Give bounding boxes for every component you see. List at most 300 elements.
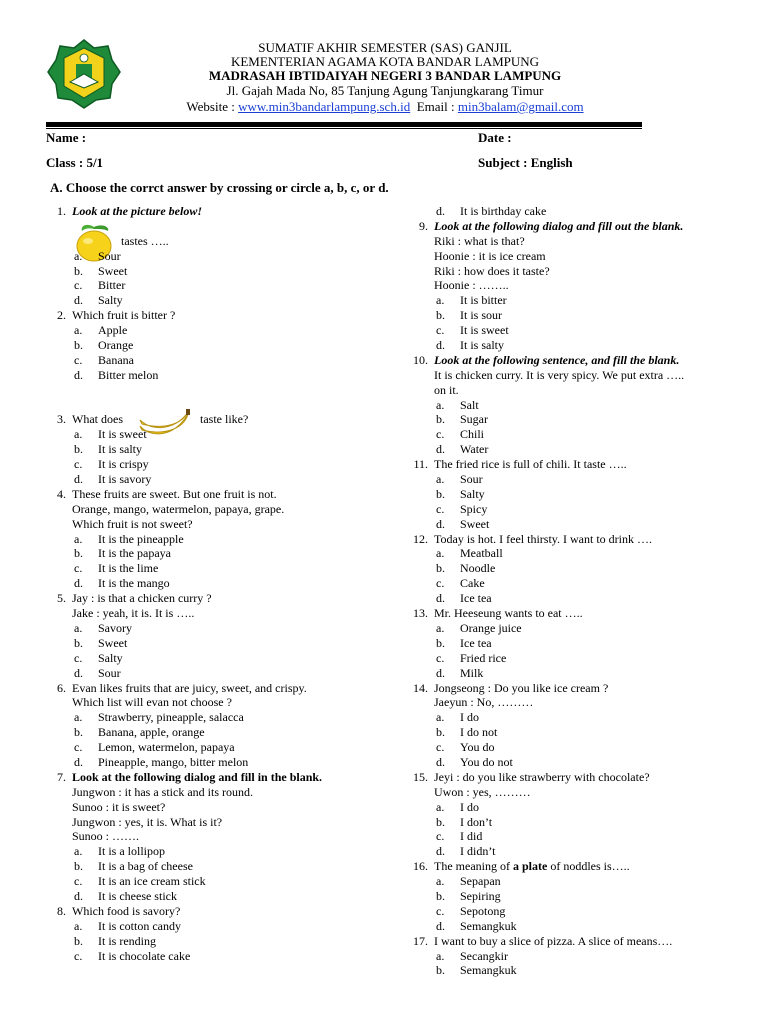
option-letter: a. bbox=[436, 293, 445, 308]
answer-option[interactable] bbox=[408, 949, 738, 964]
question-text: Look at the following dialog and fill out the blank. bbox=[434, 218, 684, 233]
answer-option[interactable] bbox=[408, 546, 738, 561]
answer-option[interactable] bbox=[46, 249, 376, 264]
question-text-line bbox=[408, 278, 738, 293]
option-text: Savory bbox=[98, 620, 132, 635]
option-letter: a. bbox=[436, 546, 445, 561]
question-text: Jake : yeah, it is. It is ….. bbox=[72, 606, 195, 621]
header-school: MADRASAH IBTIDAIYAH NEGERI 3 BANDAR LAMPUNG bbox=[208, 68, 562, 83]
answer-option[interactable] bbox=[46, 532, 376, 547]
question-text: Look at the picture below! bbox=[72, 204, 202, 218]
option-text: It is a bag of cheese bbox=[98, 859, 193, 874]
question-line bbox=[408, 859, 738, 874]
question-line bbox=[408, 219, 738, 234]
answer-option[interactable] bbox=[408, 412, 738, 427]
question-text-line bbox=[408, 264, 738, 279]
option-text: Orange bbox=[98, 338, 134, 353]
question-text-line bbox=[408, 785, 738, 800]
question-line bbox=[46, 904, 376, 919]
question-text: Which fruit is bitter ? bbox=[72, 308, 176, 323]
answer-option[interactable] bbox=[46, 472, 376, 487]
option-text: Sweet bbox=[460, 516, 490, 531]
question-text: Orange, mango, watermelon, papaya, grape. bbox=[72, 501, 285, 516]
question-text: I want to buy a slice of pizza. A slice of means…. bbox=[434, 933, 673, 948]
question-text-line bbox=[46, 829, 376, 844]
question-number: 11. bbox=[413, 457, 428, 472]
option-text: Semangkuk bbox=[460, 918, 517, 933]
question-text-line bbox=[408, 368, 738, 383]
option-letter: a. bbox=[74, 620, 83, 635]
option-text: It is sweet bbox=[98, 427, 147, 442]
header-divider-thin bbox=[46, 128, 642, 129]
question-number: 5. bbox=[57, 591, 66, 606]
question-text: These fruits are sweet. But one fruit is not. bbox=[72, 486, 277, 501]
option-letter: a. bbox=[436, 620, 445, 635]
option-letter: d. bbox=[74, 754, 83, 769]
date-label: Date : bbox=[478, 130, 512, 145]
option-letter: b. bbox=[436, 308, 445, 323]
answer-option[interactable] bbox=[408, 710, 738, 725]
questions-right-column bbox=[408, 204, 738, 978]
question-text: Uwon : yes, ……… bbox=[434, 784, 531, 799]
option-letter: d. bbox=[436, 754, 445, 769]
question-text-line bbox=[46, 695, 376, 710]
answer-option[interactable] bbox=[408, 621, 738, 636]
option-text: Bitter bbox=[98, 278, 126, 293]
answer-option[interactable] bbox=[408, 919, 738, 934]
option-text: Banana bbox=[98, 352, 134, 367]
option-letter: b. bbox=[436, 963, 445, 978]
option-letter: c. bbox=[74, 457, 83, 472]
header-title: SUMATIF AKHIR SEMESTER (SAS) GANJIL bbox=[258, 40, 512, 55]
question-number: 2. bbox=[57, 308, 66, 323]
option-letter: a. bbox=[436, 799, 445, 814]
question-text-line bbox=[408, 234, 738, 249]
answer-option[interactable] bbox=[46, 278, 376, 293]
option-text: Sour bbox=[98, 248, 121, 263]
option-letter: b. bbox=[436, 412, 445, 427]
answer-option[interactable] bbox=[46, 859, 376, 874]
option-text: Noodle bbox=[460, 561, 496, 576]
question-text: Sunoo : ……. bbox=[72, 829, 140, 844]
answer-option[interactable] bbox=[46, 934, 376, 949]
option-text: Sepiring bbox=[460, 888, 501, 903]
option-letter: d. bbox=[436, 204, 445, 218]
option-letter: b. bbox=[436, 635, 445, 650]
answer-option[interactable] bbox=[408, 472, 738, 487]
option-letter: a. bbox=[74, 427, 83, 442]
answer-option[interactable] bbox=[408, 904, 738, 919]
question-number: 7. bbox=[57, 769, 66, 784]
question-text: Look at the following dialog and fill in the blank. bbox=[72, 769, 323, 784]
question-line bbox=[408, 770, 738, 785]
email-link[interactable]: min3balam@gmail.com bbox=[457, 99, 584, 114]
option-text: I do bbox=[460, 710, 479, 725]
answer-option[interactable] bbox=[408, 800, 738, 815]
answer-option[interactable] bbox=[408, 398, 738, 413]
option-letter: c. bbox=[436, 427, 445, 442]
option-text: Meatball bbox=[460, 546, 503, 561]
answer-option[interactable] bbox=[408, 874, 738, 889]
option-letter: b. bbox=[436, 486, 445, 501]
question-text: Riki : how does it taste? bbox=[434, 263, 550, 278]
answer-option[interactable] bbox=[408, 338, 738, 353]
option-letter: a. bbox=[436, 948, 445, 963]
question-text: Jungwon : it has a stick and its round. bbox=[72, 784, 253, 799]
answer-option[interactable] bbox=[46, 293, 376, 308]
option-text: Apple bbox=[98, 323, 128, 338]
answer-option[interactable] bbox=[46, 725, 376, 740]
question-text-part: The meaning of bbox=[434, 859, 513, 874]
option-letter: b. bbox=[74, 635, 83, 650]
option-letter: c. bbox=[436, 323, 445, 338]
option-letter: d. bbox=[74, 576, 83, 591]
option-text: Spicy bbox=[460, 501, 488, 516]
answer-option[interactable] bbox=[46, 621, 376, 636]
answer-option[interactable] bbox=[408, 308, 738, 323]
answer-option[interactable] bbox=[408, 844, 738, 859]
option-letter: a. bbox=[436, 874, 445, 889]
answer-option[interactable] bbox=[46, 427, 376, 442]
question-text: Which list will evan not choose ? bbox=[72, 695, 232, 710]
question-text: Jaeyun : No, ……… bbox=[434, 695, 534, 710]
question-text-line bbox=[408, 249, 738, 264]
answer-option[interactable] bbox=[408, 815, 738, 830]
question-text: Hoonie : …….. bbox=[434, 278, 509, 293]
answer-option[interactable] bbox=[46, 636, 376, 651]
question-text: tastes ….. bbox=[121, 233, 169, 248]
option-letter: d. bbox=[436, 844, 445, 859]
option-text: Secangkir bbox=[460, 948, 508, 963]
option-text: It is salty bbox=[98, 442, 142, 457]
subject-label: Subject : English bbox=[478, 155, 573, 170]
option-letter: a. bbox=[74, 844, 83, 859]
answer-option[interactable] bbox=[46, 457, 376, 472]
option-letter: d. bbox=[436, 516, 445, 531]
option-letter: d. bbox=[74, 888, 83, 903]
option-text: You do not bbox=[460, 754, 513, 769]
option-text: Orange juice bbox=[460, 620, 522, 635]
option-letter: d. bbox=[74, 665, 83, 680]
email-label: Email : bbox=[410, 99, 458, 114]
option-letter: c. bbox=[74, 278, 83, 293]
option-letter: a. bbox=[436, 397, 445, 412]
website-label: Website : bbox=[186, 99, 239, 114]
option-text: Sepapan bbox=[460, 874, 501, 889]
question-line bbox=[46, 770, 376, 785]
question-number: 6. bbox=[57, 680, 66, 695]
option-letter: d. bbox=[74, 293, 83, 308]
answer-option[interactable] bbox=[46, 323, 376, 338]
question-number: 13. bbox=[413, 606, 428, 621]
question-line bbox=[408, 353, 738, 368]
header-address: Jl. Gajah Mada No, 85 Tanjung Agung Tanjungkarang Timur bbox=[226, 83, 544, 98]
question-text: Today is hot. I feel thirsty. I want to drink …. bbox=[434, 531, 653, 546]
option-text: It is cotton candy bbox=[98, 918, 181, 933]
option-text: Sugar bbox=[460, 412, 488, 427]
option-text: Salty bbox=[98, 650, 123, 665]
option-letter: b. bbox=[436, 725, 445, 740]
question-number: 14. bbox=[413, 680, 428, 695]
question-line bbox=[408, 934, 738, 949]
option-text: Sweet bbox=[98, 635, 128, 650]
option-letter: b. bbox=[74, 338, 83, 353]
option-text: It is the mango bbox=[98, 576, 170, 591]
answer-option[interactable] bbox=[46, 442, 376, 457]
option-text: Sour bbox=[98, 665, 121, 680]
option-letter: a. bbox=[74, 531, 83, 546]
answer-option[interactable] bbox=[46, 919, 376, 934]
answer-option[interactable] bbox=[46, 949, 376, 964]
option-text: Ice tea bbox=[460, 591, 492, 606]
question-text-line bbox=[46, 800, 376, 815]
option-text: Semangkuk bbox=[460, 963, 517, 978]
option-letter: d. bbox=[436, 918, 445, 933]
answer-option[interactable] bbox=[46, 576, 376, 591]
answer-option[interactable] bbox=[408, 517, 738, 532]
question-text-line bbox=[46, 502, 376, 517]
question-text-line bbox=[46, 606, 376, 621]
option-text: It is the pineapple bbox=[98, 531, 184, 546]
question-text-line bbox=[46, 785, 376, 800]
option-letter: d. bbox=[74, 472, 83, 487]
header-contact bbox=[130, 99, 640, 114]
question-line bbox=[46, 681, 376, 696]
option-text: Lemon, watermelon, papaya bbox=[98, 740, 235, 755]
option-letter: a. bbox=[436, 472, 445, 487]
option-text: Salt bbox=[460, 397, 479, 412]
option-letter: d. bbox=[436, 591, 445, 606]
answer-option[interactable] bbox=[46, 561, 376, 576]
question-line bbox=[408, 606, 738, 621]
question-text-line bbox=[408, 695, 738, 710]
option-letter: a. bbox=[74, 248, 83, 263]
option-text: Banana, apple, orange bbox=[98, 725, 205, 740]
option-letter: b. bbox=[74, 442, 83, 457]
option-text: It is salty bbox=[460, 338, 504, 353]
answer-option[interactable] bbox=[408, 889, 738, 904]
option-text: Water bbox=[460, 442, 489, 457]
answer-option[interactable] bbox=[46, 264, 376, 279]
option-letter: c. bbox=[74, 948, 83, 963]
section-a-instruction: A. Choose the corrct answer by crossing or circle a, b, c, or d. bbox=[50, 180, 389, 195]
question-text-line bbox=[46, 815, 376, 830]
answer-option[interactable] bbox=[46, 740, 376, 755]
answer-option[interactable] bbox=[46, 353, 376, 368]
option-text: Bitter melon bbox=[98, 367, 159, 382]
question-text: Look at the following sentence, and fill the blank. bbox=[434, 352, 680, 367]
kemenag-logo bbox=[46, 38, 122, 110]
question-line bbox=[46, 591, 376, 606]
question-text: Jeyi : do you like strawberry with chocolate? bbox=[434, 769, 650, 784]
question-line bbox=[408, 532, 738, 547]
answer-option[interactable] bbox=[46, 710, 376, 725]
answer-option[interactable] bbox=[46, 666, 376, 681]
answer-option[interactable] bbox=[408, 740, 738, 755]
option-letter: d. bbox=[436, 338, 445, 353]
answer-option[interactable] bbox=[408, 427, 738, 442]
question-line bbox=[46, 204, 376, 219]
option-letter: d. bbox=[436, 442, 445, 457]
answer-option[interactable] bbox=[408, 963, 738, 978]
question-number: 10. bbox=[413, 352, 428, 367]
questions-left-column bbox=[46, 204, 376, 963]
option-letter: c. bbox=[436, 501, 445, 516]
option-text: Sweet bbox=[98, 263, 128, 278]
option-letter: d. bbox=[74, 367, 83, 382]
question-line bbox=[46, 412, 376, 427]
question-text: What does bbox=[72, 412, 123, 427]
answer-option[interactable] bbox=[408, 204, 738, 219]
option-letter: b. bbox=[436, 888, 445, 903]
question-text: Evan likes fruits that are juicy, sweet, and crispy. bbox=[72, 680, 307, 695]
answer-option[interactable] bbox=[408, 651, 738, 666]
question-text: Mr. Heeseung wants to eat ….. bbox=[434, 606, 583, 621]
option-letter: a. bbox=[74, 323, 83, 338]
question-text: Hoonie : it is ice cream bbox=[434, 248, 546, 263]
option-text: Fried rice bbox=[460, 650, 507, 665]
option-letter: b. bbox=[74, 725, 83, 740]
question-text: Jongseong : Do you like ice cream ? bbox=[434, 680, 609, 695]
question-text: Jay : is that a chicken curry ? bbox=[72, 591, 212, 606]
answer-option[interactable] bbox=[408, 725, 738, 740]
option-text: I do bbox=[460, 799, 479, 814]
answer-option[interactable] bbox=[46, 546, 376, 561]
option-letter: c. bbox=[74, 740, 83, 755]
option-text: It is bitter bbox=[460, 293, 507, 308]
option-letter: c. bbox=[436, 740, 445, 755]
option-letter: c. bbox=[74, 352, 83, 367]
question-text: It is chicken curry. It is very spicy. We put extra ….. bbox=[434, 367, 685, 382]
option-text: I don’t bbox=[460, 814, 493, 829]
question-text: on it. bbox=[434, 382, 459, 397]
question-text: The fried rice is full of chili. It taste ….. bbox=[434, 457, 627, 472]
answer-option[interactable] bbox=[408, 293, 738, 308]
option-text: It is an ice cream stick bbox=[98, 874, 206, 889]
option-text: It is sweet bbox=[460, 323, 509, 338]
header-ministry: KEMENTERIAN AGAMA KOTA BANDAR LAMPUNG bbox=[230, 54, 540, 69]
answer-option[interactable] bbox=[408, 576, 738, 591]
question-number: 17. bbox=[413, 933, 428, 948]
question-text bbox=[434, 859, 630, 874]
option-text: Ice tea bbox=[460, 635, 492, 650]
question-text: Riki : what is that? bbox=[434, 233, 525, 248]
answer-option[interactable] bbox=[46, 874, 376, 889]
question-number: 16. bbox=[413, 859, 428, 874]
option-text: You do bbox=[460, 740, 495, 755]
answer-option[interactable] bbox=[46, 651, 376, 666]
question-line bbox=[46, 487, 376, 502]
question-text: Which food is savory? bbox=[72, 903, 181, 918]
question-number: 15. bbox=[413, 769, 428, 784]
answer-option[interactable] bbox=[408, 636, 738, 651]
option-letter: b. bbox=[74, 859, 83, 874]
option-letter: c. bbox=[436, 829, 445, 844]
option-text: Salty bbox=[460, 486, 485, 501]
option-letter: c. bbox=[74, 650, 83, 665]
option-text: It is crispy bbox=[98, 457, 149, 472]
option-letter: b. bbox=[74, 933, 83, 948]
question-text: Sunoo : it is sweet? bbox=[72, 799, 166, 814]
question-text-emphasis: a plate bbox=[512, 859, 548, 874]
answer-option[interactable] bbox=[46, 844, 376, 859]
option-letter: a. bbox=[436, 710, 445, 725]
option-text: I do not bbox=[460, 725, 498, 740]
option-text: It is cheese stick bbox=[98, 888, 177, 903]
option-text: Strawberry, pineapple, salacca bbox=[98, 710, 244, 725]
answer-option[interactable] bbox=[408, 666, 738, 681]
option-letter: c. bbox=[436, 576, 445, 591]
question-text: Which fruit is not sweet? bbox=[72, 516, 193, 531]
answer-option[interactable] bbox=[408, 442, 738, 457]
option-text: Pineapple, mango, bitter melon bbox=[98, 754, 249, 769]
question-number: 8. bbox=[57, 903, 66, 918]
answer-option[interactable] bbox=[46, 755, 376, 770]
option-letter: c. bbox=[436, 903, 445, 918]
option-letter: b. bbox=[74, 263, 83, 278]
question-text-line bbox=[46, 517, 376, 532]
option-letter: c. bbox=[74, 874, 83, 889]
option-text: It is savory bbox=[98, 472, 152, 487]
question-line bbox=[408, 681, 738, 696]
answer-option[interactable] bbox=[408, 755, 738, 770]
header-divider-thick bbox=[46, 122, 642, 127]
answer-option[interactable] bbox=[408, 829, 738, 844]
option-letter: b. bbox=[436, 814, 445, 829]
option-text: Milk bbox=[460, 665, 484, 680]
spacer bbox=[46, 398, 376, 413]
question-number: 4. bbox=[57, 486, 66, 501]
answer-option[interactable] bbox=[408, 591, 738, 606]
answer-option[interactable] bbox=[408, 323, 738, 338]
question-text: Jungwon : yes, it is. What is it? bbox=[72, 814, 223, 829]
answer-option[interactable] bbox=[408, 487, 738, 502]
answer-option[interactable] bbox=[46, 338, 376, 353]
question-number: 9. bbox=[419, 218, 428, 233]
name-label: Name : bbox=[46, 130, 87, 145]
option-text: It is sour bbox=[460, 308, 502, 323]
option-letter: c. bbox=[436, 650, 445, 665]
answer-option[interactable] bbox=[408, 561, 738, 576]
question-number: 3. bbox=[57, 412, 66, 427]
option-text: It is birthday cake bbox=[460, 204, 547, 218]
spacer bbox=[46, 219, 376, 234]
option-text: I didn’t bbox=[460, 844, 496, 859]
question-text-line bbox=[46, 234, 376, 249]
question-text-line bbox=[408, 383, 738, 398]
option-letter: b. bbox=[74, 546, 83, 561]
option-text: Chili bbox=[460, 427, 485, 442]
option-text: Salty bbox=[98, 293, 123, 308]
question-line bbox=[408, 457, 738, 472]
question-number: 12. bbox=[413, 531, 428, 546]
option-text: Sour bbox=[460, 472, 483, 487]
option-text: It is rending bbox=[98, 933, 156, 948]
option-letter: b. bbox=[436, 561, 445, 576]
option-text: It is the papaya bbox=[98, 546, 171, 561]
class-label: Class : 5/1 bbox=[46, 155, 104, 170]
option-text: Cake bbox=[460, 576, 485, 591]
option-text: It is the lime bbox=[98, 561, 159, 576]
option-text: It is chocolate cake bbox=[98, 948, 191, 963]
question-number: 1. bbox=[57, 204, 66, 218]
website-link[interactable]: www.min3bandarlampung.sch.id bbox=[238, 99, 411, 114]
answer-option[interactable] bbox=[408, 502, 738, 517]
option-text: I did bbox=[460, 829, 483, 844]
answer-option[interactable] bbox=[46, 889, 376, 904]
option-letter: a. bbox=[74, 710, 83, 725]
answer-option[interactable] bbox=[46, 368, 376, 383]
